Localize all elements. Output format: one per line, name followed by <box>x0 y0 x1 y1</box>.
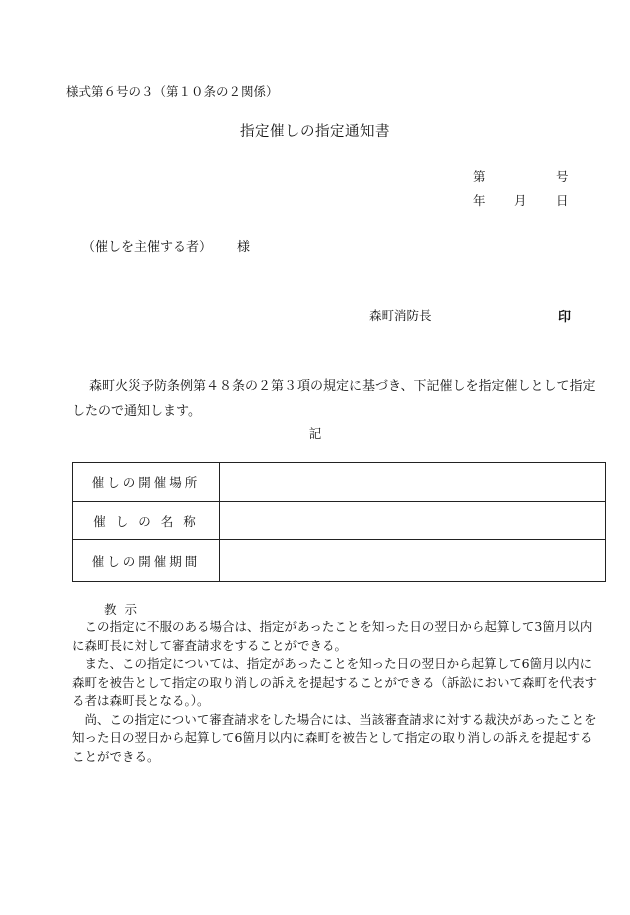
notice-paragraph: 尚、この指定について審査請求をした場合には、当該審査請求に対する裁決があったことを知った日の翌日から起算して6箇月以内に森町を被告として指定の取り消しの訴えを提起することができる。 <box>72 711 597 764</box>
number-prefix: 第 <box>473 169 486 184</box>
notice-paragraph: また、この指定については、指定があったことを知った日の翌日から起算して6箇月以内に森町を被告として指定の取り消しの訴えを提起することができる（訴訟において森町を代表する者は森町長となる。）。 <box>72 656 598 708</box>
notice-body <box>72 618 604 766</box>
addressee: （催しを主催する者） <box>82 240 213 255</box>
date-day: 日 <box>556 193 569 208</box>
row-label-name: 催 し の 名 称 <box>73 502 220 540</box>
date-year: 年 <box>473 193 486 208</box>
row-label-period: 催しの開催期間 <box>73 540 220 582</box>
row-value-venue <box>220 463 606 502</box>
date-month: 月 <box>514 193 527 208</box>
honorific: 様 <box>237 240 251 255</box>
row-value-period <box>220 540 606 582</box>
issuer: 森町消防長 <box>369 308 432 323</box>
ki-label: 記 <box>308 426 322 441</box>
seal-mark: 印 <box>558 310 572 325</box>
table-row <box>73 502 606 540</box>
row-label-venue: 催しの開催場所 <box>73 463 220 502</box>
table-row <box>73 463 606 502</box>
number-suffix: 号 <box>556 169 569 184</box>
event-details-table <box>72 462 606 582</box>
body-paragraph-text: 森町火災予防条例第４８条の２第３項の規定に基づき、下記催しを指定催しとして指定したので通知します。 <box>72 379 596 419</box>
notice-paragraph: この指定に不服のある場合は、指定があったことを知った日の翌日から起算して3箇月以内に森町長に対して審査請求をすることができる。 <box>72 619 593 653</box>
form-number: 様式第６号の３（第１０条の２関係） <box>66 84 279 99</box>
table-row <box>73 540 606 582</box>
row-value-name <box>220 502 606 540</box>
notice-heading: 教示 <box>104 602 146 617</box>
body-paragraph <box>72 374 602 424</box>
document-title: 指定催しの指定通知書 <box>240 124 390 140</box>
